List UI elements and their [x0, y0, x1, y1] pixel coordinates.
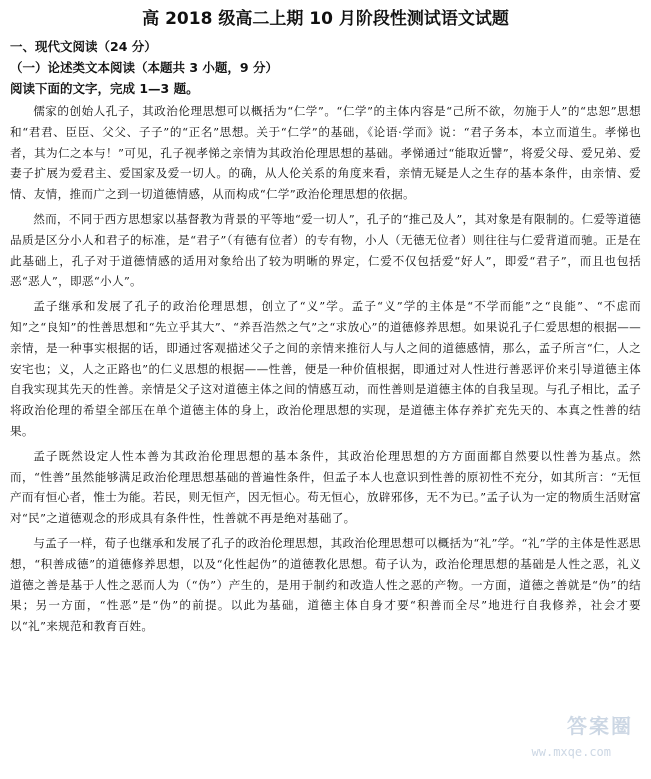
watermark-brand: 答案圈: [567, 714, 633, 738]
subsection-heading: （一）论述类文本阅读（本题共 3 小题，9 分）: [10, 60, 278, 75]
passage-paragraph-4: 孟子既然设定人性本善为其政治伦理思想的基本条件，其政治伦理思想的方方面面都自然要以性善为基点。然而，“性善”虽然能够满足政治伦理思想基础的普遍性条件，但孟子本人也意识到性善的原初性不充分，如其所言：“无恒产而有恒心者，惟士为能。若民，则无恒产，因无恒心。苟无恒心，放辟邪侈，无不为已。”孟子认为一定的物质生活财富对“民”之道德观念的形成具有条件性，性善就不再是绝对基础了。: [10, 448, 642, 526]
section-heading: 一、现代文阅读（24 分）: [10, 39, 157, 54]
passage-paragraph-2: 然而，不同于西方思想家以基督教为背景的平等地“爱一切人”，孔子的“推己及人”，其对象是有限制的。仁爱等道德品质是区分小人和君子的标准，是“君子”（有德有位者）的专有物，小人（无德无位者）则往往与仁爱背道而驰。正是在此基础上，孔子对于道德情感的适用对象给出了较为明晰的界定，仁爱不仅包括爱“好人”，即爱“君子”，而且也包括恶“恶人”，即恶“小人”。: [10, 211, 641, 289]
watermark-url: ww.mxqe.com: [531, 745, 611, 759]
reading-passage: [10, 101, 641, 637]
passage-paragraph-3: 孟子继承和发展了孔子的政治伦理思想，创立了“义”学。孟子“义”学的主体是“不学而能”之“良能”、“不虑而知”之“良知”的性善思想和“先立乎其大”、“养吾浩然之气”之“求放心”的道德修养思想。如果说孔子仁爱思想的根据——亲情，是一种事实根据的话，即通过客观描述父子之间的亲情来推衍人与人之间的道德感情，那么，孟子所言“仁，人之安宅也；义，人之正路也”的仁义思想的根据——性善，便是一种价值根据，即通过对人性进行善恶评价来引导道德主体自我实现其先天的性善。亲情是父子这对道德主体之间的情感互动，而性善则是道德主体的自我呈现。与孔子相比，孟子将政治伦理的希望全部压在单个道德主体的身上，政治伦理思想的实现，是道德主体存养扩充先天的、本真之性善的结果。: [10, 299, 641, 438]
passage-paragraph-5: 与孟子一样，荀子也继承和发展了孔子的政治伦理思想，其政治伦理思想可以概括为“礼”学。“礼”学的主体是性恶思想，“积善成德”的道德修养思想，以及“化性起伪”的道德教化思想。荀子认为，政治伦理思想的基础是人性之恶，礼义道德之善是基于人性之恶而人为（“伪”）产生的，是用于制约和改造人性之恶的产物。一方面，道德之善就是“伪”的结果；另一方面，“性恶”是“伪”的前提。以此为基础，道德主体自身才要“积善而全尽”地进行自我修养，社会才要以“礼”来规范和教育百姓。: [10, 535, 641, 634]
reading-instruction: 阅读下面的文字，完成 1—3 题。: [10, 81, 199, 96]
exam-title: 高 2018 级高二上期 10 月阶段性测试语文试题: [142, 9, 509, 29]
passage-paragraph-1: 儒家的创始人孔子，其政治伦理思想可以概括为“仁学”。“仁学”的主体内容是“己所不欲，勿施于人”的“忠恕”思想和“君君、臣臣、父父、子子”的“正名”思想。关于“仁学”的基础，《论语·学而》说：“君子务本，本立而道生。孝悌也者，其为仁之本与！”可见，孔子视孝悌之亲情为其政治伦理思想的基础。孝悌通过“能取近譬”，将爱父母、爱兄弟、爱妻子扩展为爱君主、爱国家及爱一切人。的确，从人伦关系的角度来看，亲情无疑是人之生存的基本条件，由亲情、爱情、友情，推而广之到一切道德情感，从而构成“仁学”政治伦理思想的依据。: [10, 104, 641, 202]
